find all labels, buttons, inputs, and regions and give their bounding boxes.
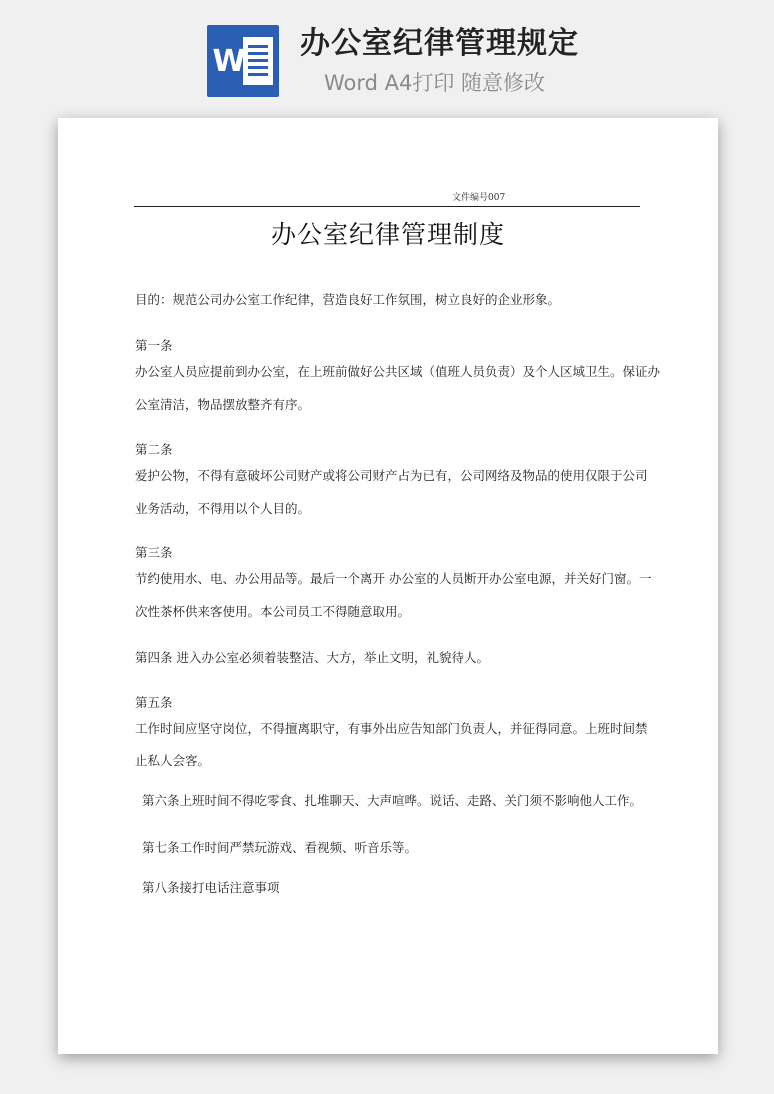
document-page <box>58 118 718 1054</box>
banner-subtitle: Word A4打印 随意修改 <box>324 71 546 95</box>
article-text-line: 止私人会客。 <box>135 753 211 768</box>
article-line: 第八条接打电话注意事项 <box>142 880 280 895</box>
article-text-line: 次性茶杯供来客使用。本公司员工不得随意取用。 <box>135 604 411 619</box>
article-text-line: 工作时间应坚守岗位，不得擅离职守，有事外出应告知部门负责人，并征得同意。上班时间禁 <box>135 721 648 736</box>
article-text-line: 办公室人员应提前到办公室，在上班前做好公共区域（值班人员负责）及个人区域卫生。保证办 <box>135 364 661 379</box>
article-text-line: 节约使用水、电、办公用品等。最后一个离开 办公室的人员断开办公室电源，并关好门窗。一 <box>135 571 652 586</box>
article-line: 第七条工作时间严禁玩游戏、看视频、听音乐等。 <box>142 840 418 855</box>
article-text-line: 爱护公物，不得有意破坏公司财产或将公司财产占为已有，公司网络及物品的使用仅限于公司 <box>135 468 648 483</box>
purpose-line: 目的：规范公司办公室工作纪律，营造良好工作氛围，树立良好的企业形象。 <box>135 292 561 307</box>
word-icon-letter: W <box>212 44 246 79</box>
word-icon-sheet <box>243 37 273 85</box>
document-title: 办公室纪律管理制度 <box>270 220 505 249</box>
article-heading: 第二条 <box>135 442 173 457</box>
word-document-icon <box>207 25 279 97</box>
article-text-line: 公室清洁，物品摆放整齐有序。 <box>135 397 311 412</box>
article-heading: 第一条 <box>135 338 173 353</box>
header-rule <box>134 206 640 207</box>
article-heading: 第五条 <box>135 695 173 710</box>
article-text-line: 业务活动，不得用以个人目的。 <box>135 501 311 516</box>
document-number: 文件编号007 <box>452 193 506 203</box>
header-banner <box>0 0 774 118</box>
article-line: 第六条上班时间不得吃零食、扎堆聊天、大声喧哗。说话、走路、关门须不影响他人工作。 <box>142 793 643 808</box>
article-line: 第四条 进入办公室必须着装整洁、大方，举止文明，礼貌待人。 <box>135 650 489 665</box>
banner-title: 办公室纪律管理规定 <box>300 26 579 61</box>
article-heading: 第三条 <box>135 545 173 560</box>
